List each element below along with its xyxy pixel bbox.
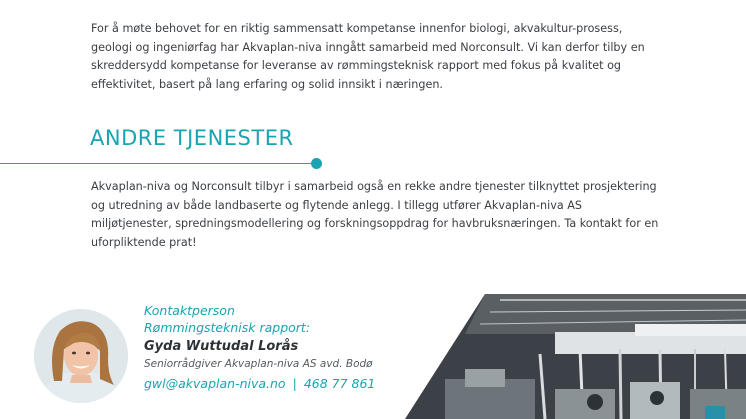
heading-rule-dot [311, 158, 322, 169]
contact-label-line1: Kontaktperson [144, 303, 235, 318]
heading-rule [0, 163, 315, 164]
contact-block [144, 302, 375, 395]
section-heading: ANDRE TJENESTER [90, 126, 294, 150]
contact-details [144, 373, 375, 395]
contact-name: Gyda Wuttudal Lorås [144, 339, 299, 354]
facility-photo [405, 294, 746, 419]
contact-separator: | [292, 376, 297, 391]
contact-role: Seniorrådgiver Akvaplan-niva AS avd. Bodø [144, 358, 373, 370]
contact-email-link[interactable]: gwl@akvaplan-niva.no [144, 376, 286, 391]
contact-avatar [34, 309, 128, 403]
intro-paragraph: For å møte behovet for en riktig sammensatt kompetanse innenfor biologi, akvakultur-prosess, geologi og ingeniørfag har Akvaplan-niva inngått samarbeid med Norconsult. Vi kan derfor tilby en skreddersydd kompetanse for leveranse av rømmingsteknisk rapport med fokus på kvalitet og effektivitet, basert på lang erfaring og solid innsikt i næringen. [91, 22, 645, 91]
contact-portrait-icon [34, 309, 128, 403]
contact-phone[interactable]: 468 77 861 [303, 376, 376, 391]
section-paragraph: Akvaplan-niva og Norconsult tilbyr i samarbeid også en rekke andre tjenester tilknyttet prosjektering og utredning av både landbaserte og flytende anlegg. I tillegg utfører Akvaplan-niva AS miljøtjenester, spredningsmodellering og forskningsoppdrag for havbruksnæringen. Ta kontakt for en uforpliktende prat! [91, 180, 659, 249]
contact-label-line2: Rømmingsteknisk rapport: [144, 320, 311, 335]
